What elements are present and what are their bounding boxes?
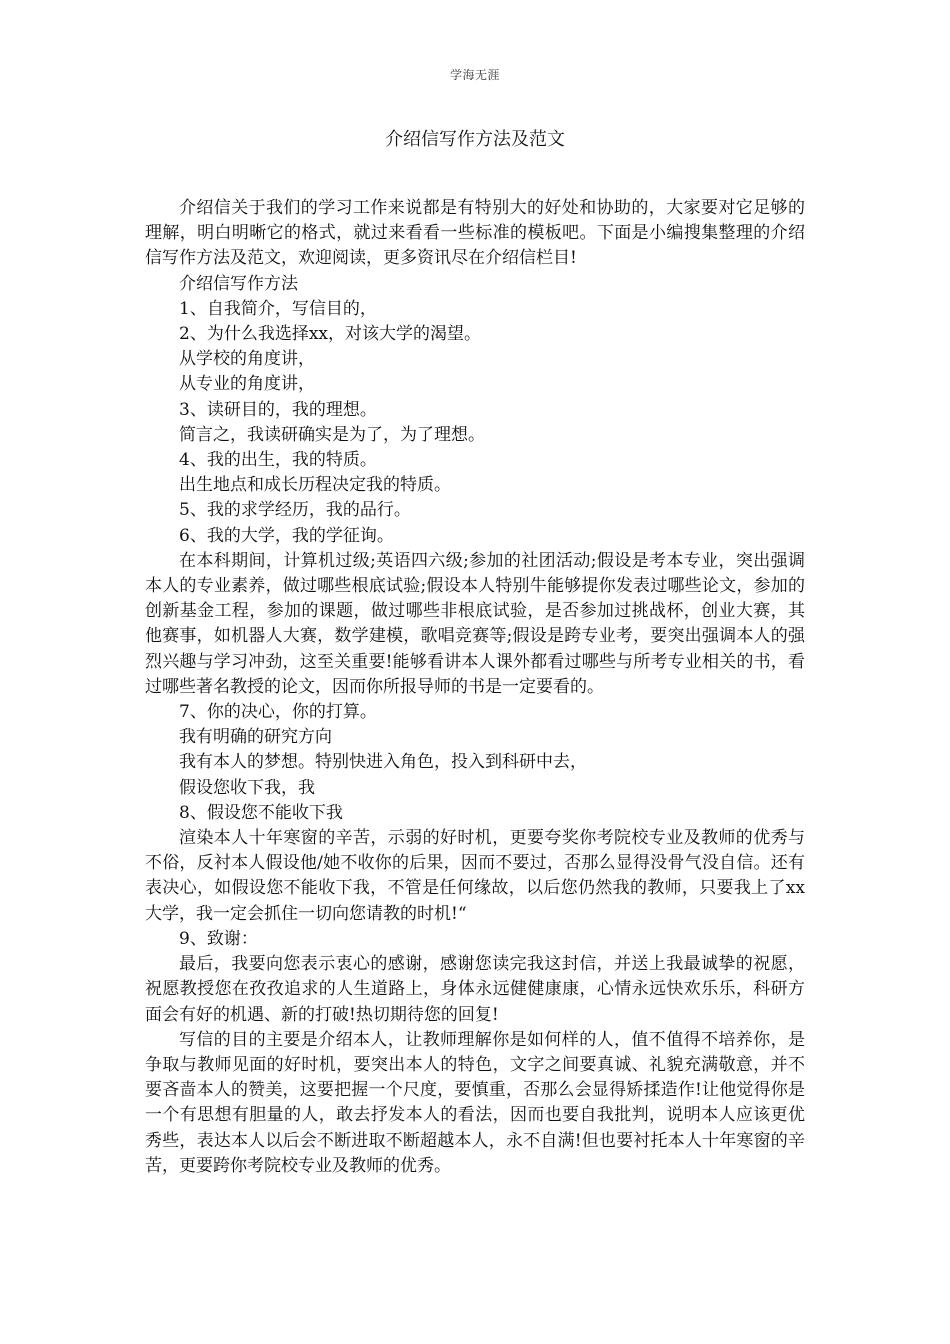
page-header: 学海无涯 (449, 68, 500, 82)
paragraph: 1、自我简介，写信目的， (179, 298, 377, 319)
paragraph: 出生地点和成长历程决定我的特质。 (179, 475, 451, 496)
paragraph: 简言之，我读研确实是为了，为了理想。 (179, 424, 485, 445)
paragraph: 从专业的角度讲， (179, 374, 315, 395)
paragraph: 介绍信写作方法 (179, 273, 298, 294)
paragraph: 在本科期间，计算机过级;英语四六级;参加的社团活动;假设是考本专业，突出强调本人的专业素养，做过哪些根底试验;假设本人特别牛能够提你发表过哪些论文，参加的创新基金工程，参加的课题，做过哪些非根底试验，是否参加过挑战杯，创业大赛，其他赛事，如机器人大赛，数学建模，歌唱竞赛等;假设是跨专业考，要突出强调本人的强烈兴趣与学习冲劲，这至关重要!能够看讲本人课外都看过哪些与所考专业相关的书，看过哪些著名教授的论文，因而你所报导师的书是一定要看的。 (145, 550, 805, 697)
paragraph: 7、你的决心，你的打算。 (179, 702, 377, 723)
paragraph: 2、为什么我选择xx，对该大学的渴望。 (179, 324, 481, 345)
paragraph: 5、我的求学经历，我的品行。 (179, 500, 411, 521)
paragraph: 我有明确的研究方向 (179, 727, 332, 748)
paragraph: 写信的目的主要是介绍本人，让教师理解你是如何样的人，值不值得不培养你，是争取与教师见面的好时机，要突出本人的特色，文字之间要真诚、礼貌充满敬意，并不要吝啬本人的赞美，这要把握一个尺度，要慎重，否那么会显得矫揉造作!让他觉得你是一个有思想有胆量的人，敢去抒发本人的看法，因而也要自我批判，说明本人应该更优秀些，表达本人以后会不断进取不断超越本人，永不自满!但也要衬托本人十年寒窗的辛苦，更要跨你考院校专业及教师的优秀。 (145, 1029, 805, 1176)
paragraph: 渲染本人十年寒窗的辛苦，示弱的好时机，更要夸奖你考院校专业及教师的优秀与不俗，反衬本人假设他/她不收你的后果，因而不要过，否那么显得没骨气没自信。还有表决心，如假设您不能收下我，不管是任何缘故，以后您仍然我的教师，只要我上了xx大学，我一定会抓住一切向您请教的时机!“ (145, 828, 805, 924)
paragraph: 8、假设您不能收下我 (179, 802, 343, 823)
paragraph: 4、我的出生，我的特质。 (179, 450, 377, 471)
paragraph: 从学校的角度讲， (179, 349, 315, 370)
paragraph: 9、致谢： (179, 928, 258, 949)
paragraph: 我有本人的梦想。特别快进入角色，投入到科研中去， (179, 752, 587, 773)
paragraph: 6、我的大学，我的学征询。 (179, 525, 394, 546)
paragraph: 3、读研目的，我的理想。 (179, 399, 377, 420)
paragraph: 假设您收下我，我 (179, 777, 315, 798)
document-title: 介绍信写作方法及范文 (385, 129, 565, 150)
paragraph: 介绍信关于我们的学习工作来说都是有特别大的好处和协助的，大家要对它足够的理解，明白明晰它的格式，就过来看看一些标准的模板吧。下面是小编搜集整理的介绍信写作方法及范文，欢迎阅读，更多资讯尽在介绍信栏目! (145, 198, 805, 269)
document-body (145, 196, 805, 1179)
paragraph: 最后，我要向您表示衷心的感谢，感谢您读完我这封信，并送上我最诚挚的祝愿，祝愿教授您在孜孜追求的人生道路上，身体永远健健康康，心情永远快欢乐乐，科研方面会有好的机遇、新的打破!热切期待您的回复! (145, 954, 805, 1025)
